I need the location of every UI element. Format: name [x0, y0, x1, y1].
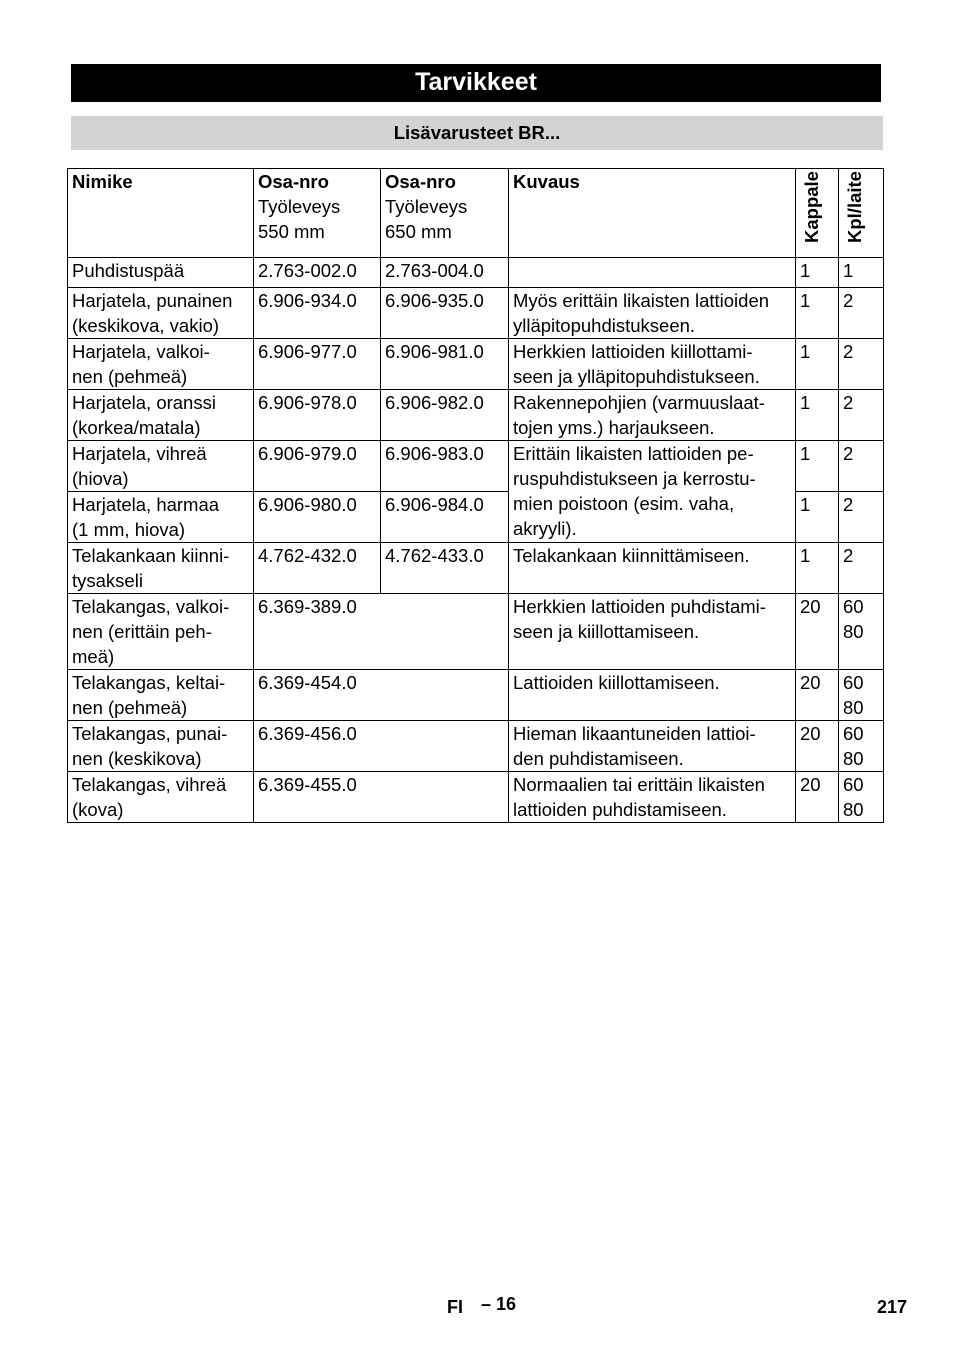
cell-osa-550: 6.906-978.0 [254, 390, 381, 441]
cell-kpl-laite: 60 80 [839, 670, 884, 721]
page-title: Tarvikkeet [71, 64, 881, 102]
cell-kpl-laite: 2 [839, 390, 884, 441]
cell-kappale: 1 [796, 288, 839, 339]
cell-kuvaus [509, 258, 796, 288]
header-nimike: Nimike [68, 169, 254, 258]
accessories-table [67, 168, 884, 823]
cell-osa-550: 6.906-980.0 [254, 492, 381, 543]
footer-section-page: – 16 [481, 1294, 517, 1314]
cell-osa-nro: 6.369-389.0 [254, 594, 509, 670]
page-number: 217 [877, 1297, 908, 1317]
cell-osa-550: 6.906-977.0 [254, 339, 381, 390]
header-kuvaus: Kuvaus [509, 169, 796, 258]
cell-osa-650: 6.906-981.0 [381, 339, 509, 390]
cell-kappale: 1 [796, 543, 839, 594]
cell-kpl-laite: 60 80 [839, 721, 884, 772]
cell-kuvaus: Myös erittäin likaisten lattioiden ylläpitopuhdistukseen. [509, 288, 796, 339]
cell-osa-550: 6.906-979.0 [254, 441, 381, 492]
cell-kpl-laite: 1 [839, 258, 884, 288]
cell-osa-650: 6.906-984.0 [381, 492, 509, 543]
header-kpl-laite: Kpl/laite [839, 169, 884, 258]
cell-kappale: 20 [796, 772, 839, 823]
cell-kpl-laite: 2 [839, 492, 884, 543]
cell-kpl-laite: 2 [839, 441, 884, 492]
cell-kuvaus: Rakennepohjien (varmuuslaat- tojen yms.) harjaukseen. [509, 390, 796, 441]
cell-kappale: 20 [796, 721, 839, 772]
cell-kuvaus: Normaalien tai erittäin likaisten lattioiden puhdistamiseen. [509, 772, 796, 823]
cell-kuvaus: Hieman likaantuneiden lattioi- den puhdistamiseen. [509, 721, 796, 772]
cell-kuvaus: Herkkien lattioiden kiillottami- seen ja ylläpitopuhdistukseen. [509, 339, 796, 390]
cell-kpl-laite: 2 [839, 543, 884, 594]
cell-kappale: 1 [796, 339, 839, 390]
cell-osa-650: 2.763-004.0 [381, 258, 509, 288]
cell-osa-nro: 6.369-456.0 [254, 721, 509, 772]
cell-osa-nro: 6.369-454.0 [254, 670, 509, 721]
cell-nimike: Telakankaan kiinni- tysakseli [68, 543, 254, 594]
header-osa-nro-550: Osa-nro Työleveys 550 mm [254, 169, 381, 258]
cell-kappale: 1 [796, 492, 839, 543]
cell-kuvaus: Telakankaan kiinnittämiseen. [509, 543, 796, 594]
header-osa-nro-650: Osa-nro Työleveys 650 mm [381, 169, 509, 258]
table-row [68, 258, 884, 288]
cell-kappale: 1 [796, 390, 839, 441]
table-row [68, 543, 884, 594]
table-row [68, 594, 884, 670]
cell-nimike: Telakangas, vihreä (kova) [68, 772, 254, 823]
table-row [68, 721, 884, 772]
table-row [68, 441, 884, 492]
table-row [68, 339, 884, 390]
cell-nimike: Telakangas, punai- nen (keskikova) [68, 721, 254, 772]
cell-osa-550: 2.763-002.0 [254, 258, 381, 288]
cell-nimike: Harjatela, harmaa (1 mm, hiova) [68, 492, 254, 543]
cell-osa-nro: 6.369-455.0 [254, 772, 509, 823]
cell-osa-650: 6.906-982.0 [381, 390, 509, 441]
cell-osa-550: 4.762-432.0 [254, 543, 381, 594]
cell-osa-650: 6.906-983.0 [381, 441, 509, 492]
cell-nimike: Puhdistuspää [68, 258, 254, 288]
cell-nimike: Telakangas, keltai- nen (pehmeä) [68, 670, 254, 721]
cell-kpl-laite: 60 80 [839, 772, 884, 823]
cell-kappale: 1 [796, 441, 839, 492]
footer-language: FI [447, 1297, 463, 1317]
cell-nimike: Harjatela, vihreä (hiova) [68, 441, 254, 492]
cell-nimike: Harjatela, oranssi (korkea/matala) [68, 390, 254, 441]
cell-nimike: Harjatela, punainen (keskikova, vakio) [68, 288, 254, 339]
table-row [68, 772, 884, 823]
table-row [68, 288, 884, 339]
table-row [68, 670, 884, 721]
cell-kappale: 20 [796, 594, 839, 670]
header-kappale: Kappale [796, 169, 839, 258]
cell-kuvaus: Lattioiden kiillottamiseen. [509, 670, 796, 721]
section-subtitle: Lisävarusteet BR... [71, 116, 883, 150]
table-row [68, 390, 884, 441]
cell-nimike: Telakangas, valkoi- nen (erittäin peh- meä) [68, 594, 254, 670]
table-header-row [68, 169, 884, 258]
cell-kpl-laite: 60 80 [839, 594, 884, 670]
cell-kuvaus: Erittäin likaisten lattioiden pe- ruspuhdistukseen ja kerrostu- mien poistoon (esim. vaha, akryyli). [509, 441, 796, 543]
cell-osa-650: 4.762-433.0 [381, 543, 509, 594]
cell-kpl-laite: 2 [839, 288, 884, 339]
cell-nimike: Harjatela, valkoi- nen (pehmeä) [68, 339, 254, 390]
cell-osa-550: 6.906-934.0 [254, 288, 381, 339]
cell-kappale: 20 [796, 670, 839, 721]
cell-kpl-laite: 2 [839, 339, 884, 390]
cell-kappale: 1 [796, 258, 839, 288]
cell-osa-650: 6.906-935.0 [381, 288, 509, 339]
cell-kuvaus: Herkkien lattioiden puhdistami- seen ja kiillottamiseen. [509, 594, 796, 670]
